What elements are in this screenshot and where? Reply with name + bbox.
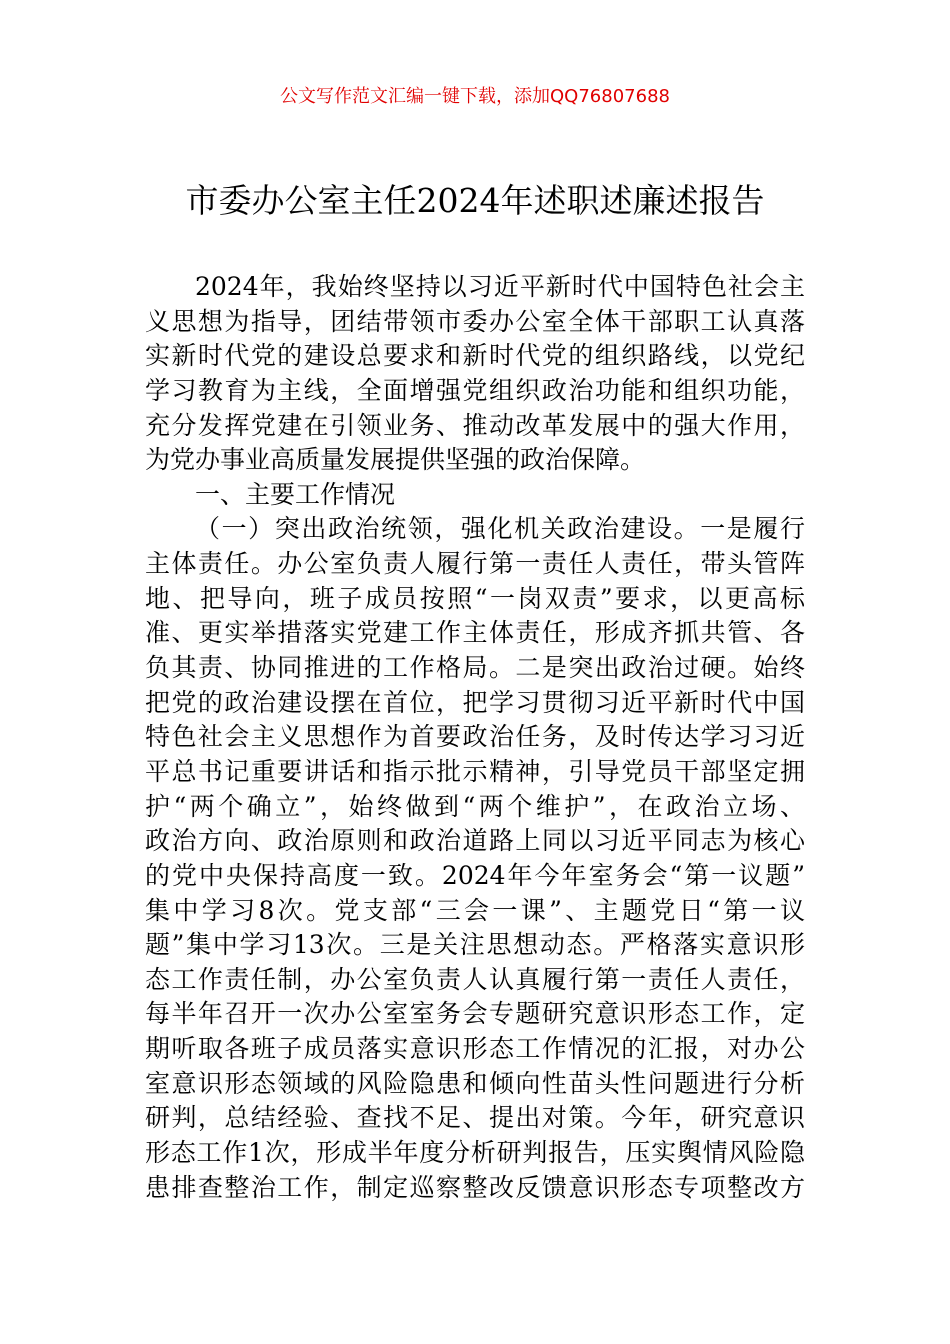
section-heading: 一、主要工作情况 <box>195 479 396 509</box>
paragraph-line: 负其责、协同推进的工作格局。二是突出政治过硬。始终 <box>145 653 805 683</box>
paragraph-line: 形态工作1次，形成半年度分析研判报告，压实舆情风险隐 <box>145 1138 805 1168</box>
paragraph-line: 态工作责任制，办公室负责人认真履行第一责任人责任， <box>145 964 805 994</box>
paragraph-line: 护“两个确立”，始终做到“两个维护”，在政治立场、 <box>145 791 805 821</box>
paragraph-line: 的党中央保持高度一致。2024年今年室务会“第一议题” <box>145 860 805 890</box>
paragraph-line: 2024年，我始终坚持以习近平新时代中国特色社会主 <box>195 272 805 301</box>
paragraph-line: 地、把导向，班子成员按照“一岗双责”要求，以更高标 <box>145 583 805 613</box>
paragraph-line: 政治方向、政治原则和政治道路上同以习近平同志为核心 <box>145 826 805 856</box>
paragraph-line: 每半年召开一次办公室室务会专题研究意识形态工作，定 <box>145 999 805 1029</box>
paragraph-line: （一）突出政治统领，强化机关政治建设。一是履行 <box>195 514 805 544</box>
paragraph-line: 患排查整治工作，制定巡察整改反馈意识形态专项整改方 <box>145 1172 805 1202</box>
paragraph-line: 室意识形态领域的风险隐患和倾向性苗头性问题进行分析 <box>145 1068 805 1098</box>
paragraph-line: 准、更实举措落实党建工作主体责任，形成齐抓共管、各 <box>145 618 805 648</box>
paragraph-line: 实新时代党的建设总要求和新时代党的组织路线，以党纪 <box>145 341 805 371</box>
paragraph-line: 集中学习8次。党支部“三会一课”、主题党日“第一议 <box>145 895 805 925</box>
paragraph-line: 研判，总结经验、查找不足、提出对策。今年，研究意识 <box>145 1103 805 1133</box>
document-title: 市委办公室主任2024年述职述廉述报告 <box>185 181 765 220</box>
paragraph-line: 学习教育为主线，全面增强党组织政治功能和组织功能， <box>145 375 805 405</box>
watermark-header: 公文写作范文汇编一键下载，添加QQ76807688 <box>280 86 670 107</box>
paragraph-line: 期听取各班子成员落实意识形态工作情况的汇报，对办公 <box>145 1034 805 1064</box>
paragraph-line: 充分发挥党建在引领业务、推动改革发展中的强大作用， <box>145 410 805 440</box>
paragraph-line: 题”集中学习13次。三是关注思想动态。严格落实意识形 <box>145 930 805 960</box>
paragraph-line: 把党的政治建设摆在首位，把学习贯彻习近平新时代中国 <box>145 687 805 717</box>
paragraph-line: 义思想为指导，团结带领市委办公室全体干部职工认真落 <box>145 306 805 336</box>
paragraph-line: 为党办事业高质量发展提供坚强的政治保障。 <box>145 445 646 475</box>
document-body <box>145 270 805 1205</box>
paragraph-line: 主体责任。办公室负责人履行第一责任人责任，带头管阵 <box>145 549 805 579</box>
paragraph-line: 平总书记重要讲话和指示批示精神，引导党员干部坚定拥 <box>145 756 805 786</box>
paragraph-line: 特色社会主义思想作为首要政治任务，及时传达学习习近 <box>145 722 805 752</box>
